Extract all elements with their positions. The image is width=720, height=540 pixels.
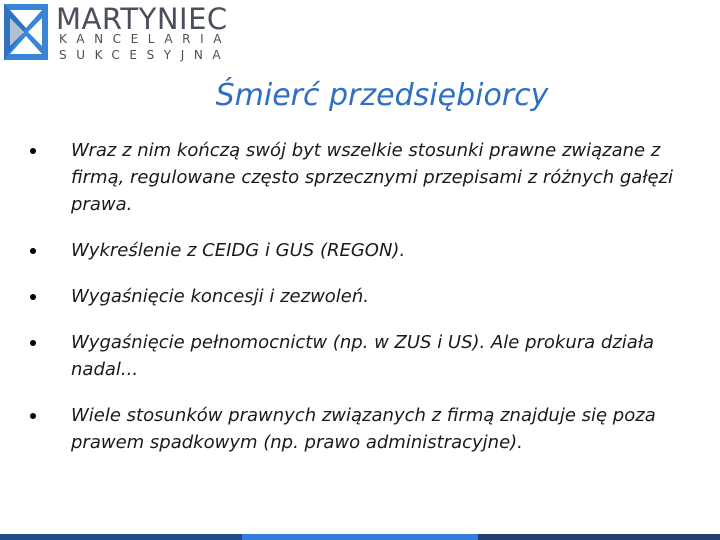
bullet-dot-icon (30, 340, 36, 346)
bullet-text: Wraz z nim kończą swój byt wszelkie stosunki prawne związane z firmą, regulowane często sprzecznymi przepisami z różnych gałęzi prawa. (71, 140, 673, 215)
bullet-text: Wygaśnięcie pełnomocnictw (np. w ZUS i US). Ale prokura działa nadal... (71, 332, 655, 380)
bullet-item (28, 402, 688, 456)
bullet-dot-icon (30, 148, 36, 154)
logo-mark-icon (4, 4, 48, 60)
bullet-item (28, 283, 688, 310)
bullet-item (28, 237, 688, 264)
company-logo (4, 4, 244, 66)
bullet-dot-icon (30, 413, 36, 419)
footer-color-bar (0, 534, 720, 540)
bullet-dot-icon (30, 248, 36, 254)
bullet-item (28, 137, 688, 218)
bullet-text: Wykreślenie z CEIDG i GUS (REGON). (71, 240, 406, 261)
footer-bar-segment-left (0, 534, 242, 540)
footer-bar-segment-right (478, 534, 720, 540)
footer-bar-segment-middle (242, 534, 478, 540)
bullet-text: Wygaśnięcie koncesji i zezwoleń. (71, 286, 370, 307)
bullet-item (28, 329, 688, 383)
bullet-list (28, 137, 688, 475)
bullet-dot-icon (30, 294, 36, 300)
logo-subtitle-line2: SUKCESYJNA (59, 48, 231, 62)
logo-subtitle-line1: KANCELARIA (59, 32, 232, 46)
logo-name: MARTYNIEC (56, 2, 228, 36)
slide-title: Śmierć przedsiębiorcy (215, 78, 549, 113)
bullet-text: Wiele stosunków prawnych związanych z firmą znajduje się poza prawem spadkowym (np. prawo administracyjne). (71, 405, 656, 453)
